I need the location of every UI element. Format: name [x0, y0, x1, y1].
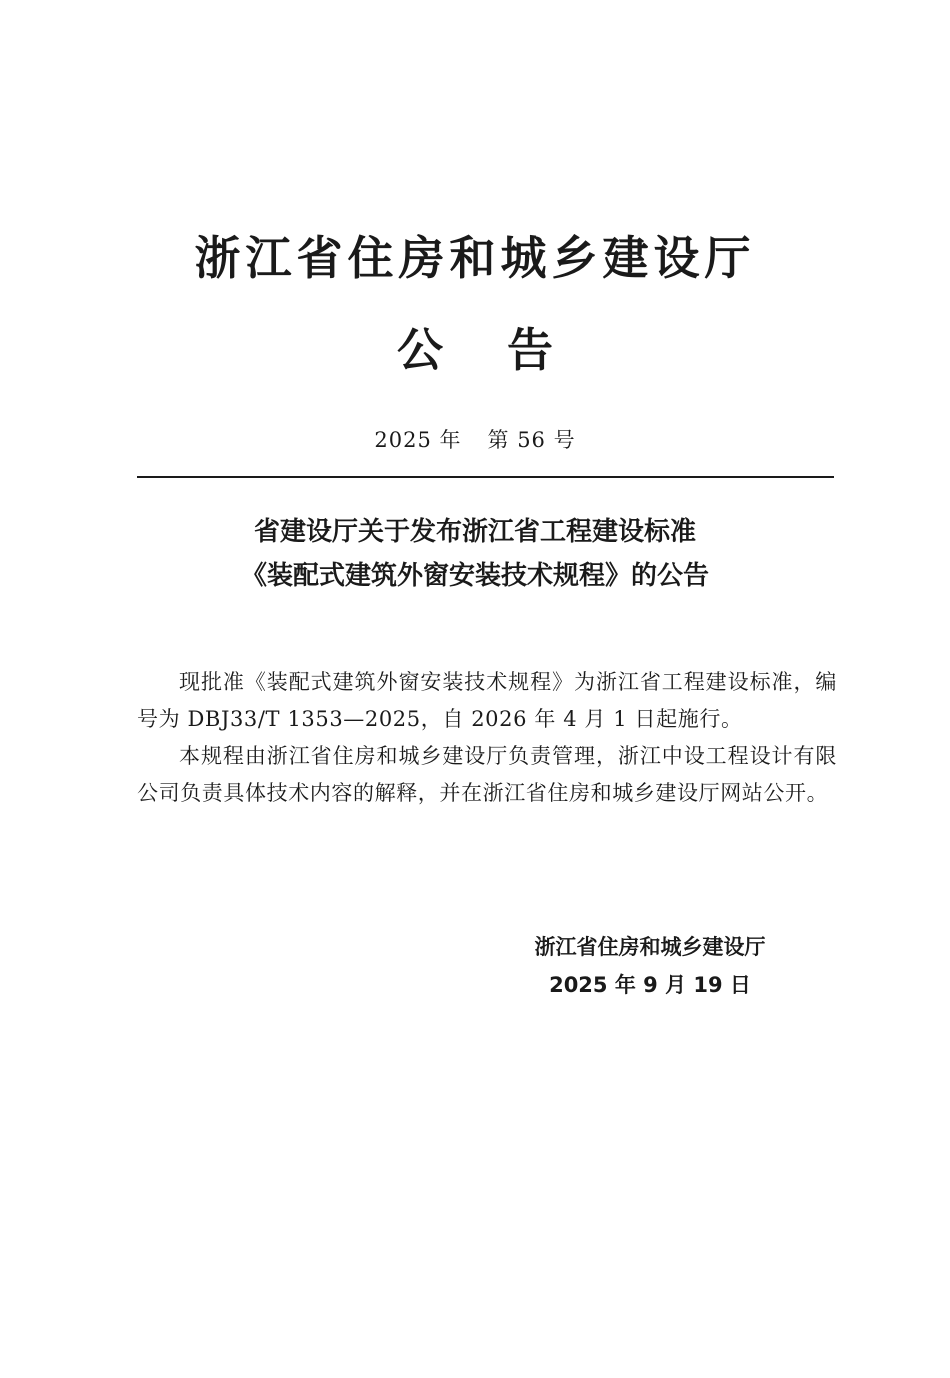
issuer-name: 浙江省住房和城乡建设厅	[194, 231, 756, 285]
signature-organization: 浙江省住房和城乡建设厅	[534, 935, 766, 959]
document-type-char-2: 告	[507, 323, 553, 377]
announcement-title	[0, 510, 950, 598]
title-line-2: 《装配式建筑外窗安装技术规程》的公告	[240, 561, 709, 591]
body-paragraph-2: 本规程由浙江省住房和城乡建设厅负责管理，浙江中设工程设计有限公司负责具体技术内容的解释，并在浙江省住房和城乡建设厅网站公开。	[137, 744, 837, 805]
body-paragraph-1: 现批准《装配式建筑外窗安装技术规程》为浙江省工程建设标准，编号为 DBJ33/T 1353—2025，自 2026 年 4 月 1 日起施行。	[137, 670, 837, 731]
signature-block	[490, 928, 810, 1004]
document-type-char-1: 公	[397, 323, 443, 377]
signature-date: 2025 年 9 月 19 日	[549, 973, 751, 997]
document-number	[0, 424, 950, 456]
announcement-body	[137, 664, 837, 812]
document-number-year: 2025 年	[374, 428, 462, 452]
header-divider	[137, 476, 834, 478]
document-type	[0, 318, 950, 382]
document-number-seq: 第 56 号	[487, 428, 576, 452]
title-line-1: 省建设厅关于发布浙江省工程建设标准	[253, 517, 696, 547]
